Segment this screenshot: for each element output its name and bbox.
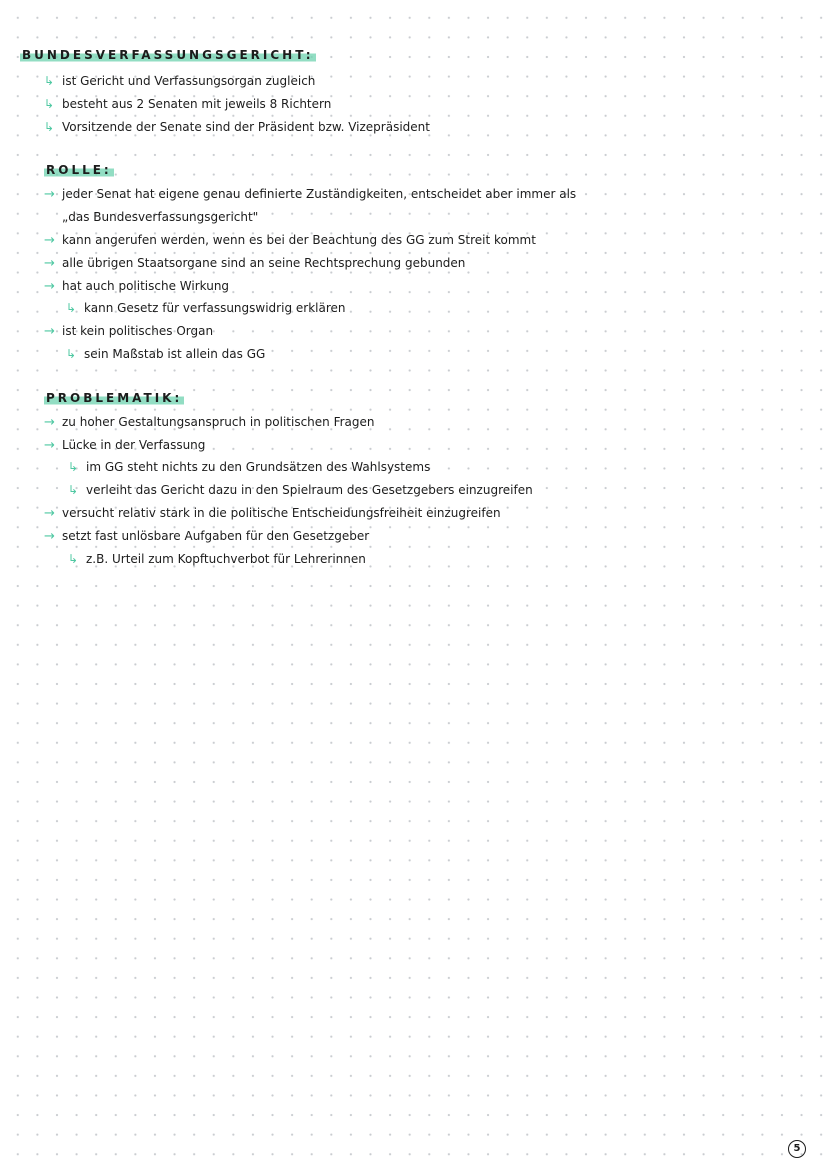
note-text: z.B. Urteil zum Kopftuchverbot für Lehrerinnen: [86, 552, 366, 566]
arrow-right-icon: →: [44, 187, 55, 202]
note-text: „das Bundesverfassungsgericht": [62, 210, 259, 224]
arrow-right-icon: →: [44, 438, 55, 453]
note-text: verleiht das Gericht dazu in den Spielraum des Gesetzgebers einzugreifen: [86, 483, 533, 497]
note-line: [44, 73, 315, 89]
hook-arrow-icon: ↳: [44, 74, 55, 88]
note-text: besteht aus 2 Senaten mit jeweils 8 Richtern: [62, 97, 332, 111]
note-subline: [68, 459, 430, 475]
hook-arrow-icon: ↳: [68, 483, 79, 497]
section-heading-problematik: PROBLEMATIK:: [46, 391, 183, 405]
note-text: hat auch politische Wirkung: [62, 279, 230, 293]
note-text: kann angerufen werden, wenn es bei der Beachtung des GG zum Streit kommt: [62, 233, 536, 247]
note-text: im GG steht nichts zu den Grundsätzen des Wahlsystems: [86, 460, 431, 474]
arrow-right-icon: →: [44, 324, 55, 339]
section-heading-rolle: ROLLE:: [46, 163, 112, 177]
note-line: [44, 278, 229, 295]
arrow-right-icon: →: [44, 529, 55, 544]
note-line-continuation: [62, 209, 258, 225]
note-text: zu hoher Gestaltungsanspruch in politischen Fragen: [62, 415, 375, 429]
note-line: [44, 505, 501, 522]
arrow-right-icon: →: [44, 256, 55, 271]
note-text: versucht relativ stark in die politische Entscheidungsfreiheit einzugreifen: [62, 506, 501, 520]
note-text: sein Maßstab ist allein das GG: [84, 347, 266, 361]
note-text: Vorsitzende der Senate sind der Präsident bzw. Vizepräsident: [62, 120, 430, 134]
note-subline: [66, 300, 346, 316]
note-line: [44, 96, 331, 112]
note-text: alle übrigen Staatsorgane sind an seine Rechtsprechung gebunden: [62, 256, 466, 270]
note-line: [44, 414, 375, 431]
hook-arrow-icon: ↳: [68, 460, 79, 474]
hook-arrow-icon: ↳: [44, 97, 55, 111]
note-line: [44, 323, 213, 340]
note-text: Lücke in der Verfassung: [62, 438, 206, 452]
arrow-right-icon: →: [44, 279, 55, 294]
arrow-right-icon: →: [44, 506, 55, 521]
hook-arrow-icon: ↳: [44, 120, 55, 134]
note-text: kann Gesetz für verfassungswidrig erklären: [84, 301, 346, 315]
note-subline: [68, 551, 366, 567]
note-subline: [68, 482, 533, 498]
arrow-right-icon: →: [44, 415, 55, 430]
note-line: [44, 528, 369, 545]
arrow-right-icon: →: [44, 233, 55, 248]
note-line: [44, 119, 430, 135]
note-line: [44, 437, 205, 454]
hook-arrow-icon: ↳: [66, 301, 77, 315]
note-text: jeder Senat hat eigene genau definierte Zuständigkeiten, entscheidet aber immer als: [62, 187, 577, 201]
note-text: ist kein politisches Organ: [62, 324, 214, 338]
note-line: [44, 232, 536, 249]
hook-arrow-icon: ↳: [68, 552, 79, 566]
note-subline: [66, 346, 265, 362]
note-line: [44, 255, 465, 272]
hook-arrow-icon: ↳: [66, 347, 77, 361]
note-text: setzt fast unlösbare Aufgaben für den Gesetzgeber: [62, 529, 370, 543]
section-heading-bundesverfassungsgericht: BUNDESVERFASSUNGSGERICHT:: [22, 48, 314, 62]
note-line: [44, 186, 576, 203]
page-number: 5: [788, 1140, 806, 1158]
note-text: ist Gericht und Verfassungsorgan zugleich: [62, 74, 316, 88]
